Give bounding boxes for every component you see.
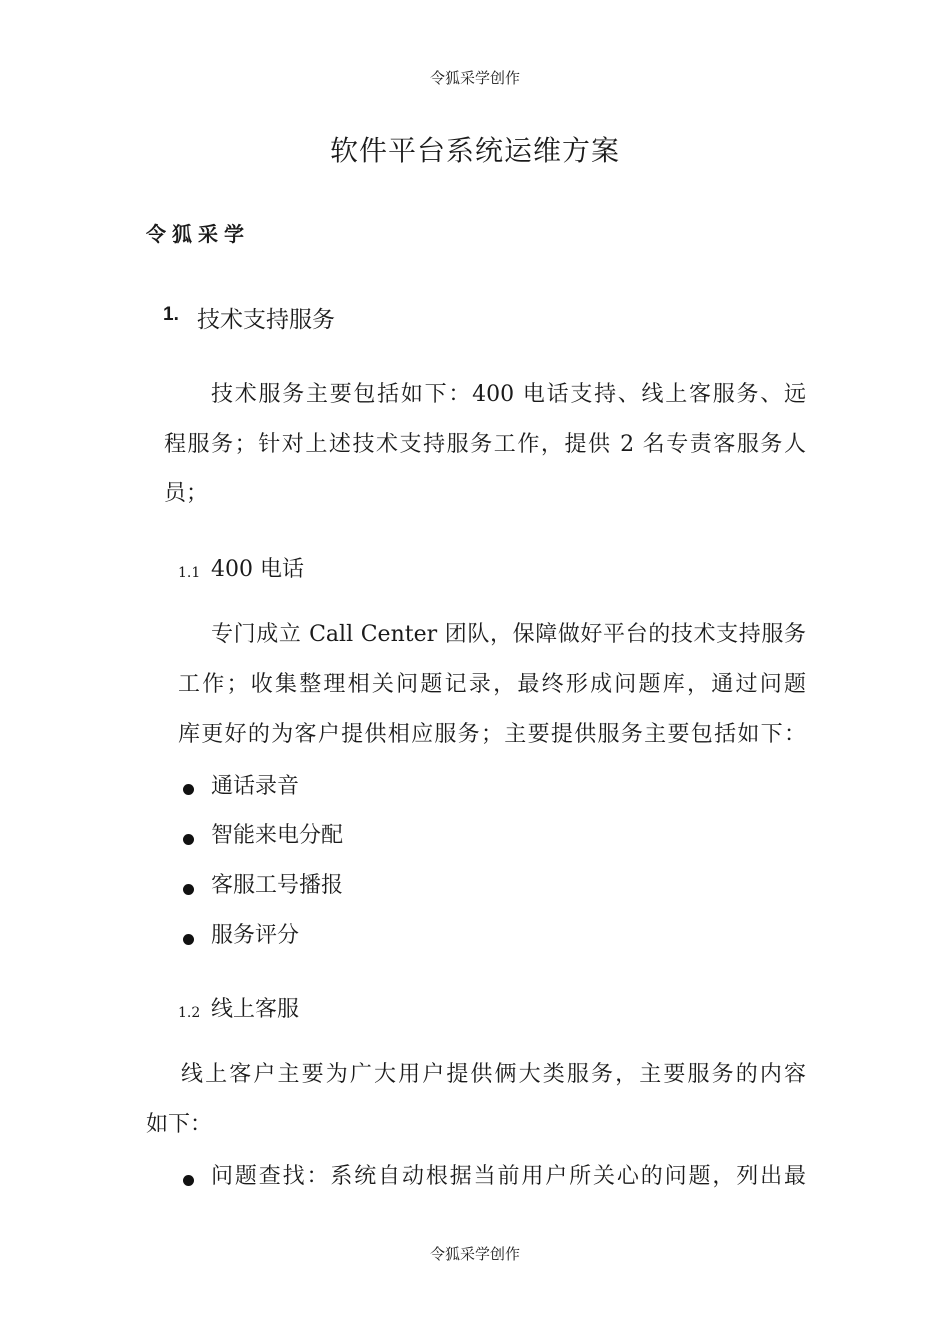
section-1-number: 1. <box>163 304 179 325</box>
section-1-paragraph-line-3: 员； <box>164 481 209 506</box>
section-1-paragraph-line-2: 程服务；针对上述技术支持服务工作，提供 2 名专责客服务人 <box>164 432 806 457</box>
bullet-item: 通话录音 <box>211 774 300 799</box>
bullet-icon <box>183 784 194 795</box>
section-1-1-heading: 400 电话 <box>211 557 304 582</box>
page-footer: 令狐采学创作 <box>429 1245 520 1263</box>
section-1-1-paragraph-line-3: 库更好的为客户提供相应服务；主要提供服务主要包括如下： <box>178 722 806 747</box>
section-1-paragraph-line-1: 技术服务主要包括如下：400 电话支持、线上客服务、远 <box>211 382 806 407</box>
section-1-2-paragraph-line-2: 如下： <box>146 1112 213 1137</box>
page-header: 令狐采学创作 <box>429 69 520 87</box>
bullet-item: 问题查找：系统自动根据当前用户所关心的问题，列出最 <box>211 1164 806 1189</box>
section-1-1-number: 1.1 <box>178 565 201 581</box>
document-title: 软件平台系统运维方案 <box>329 134 620 167</box>
bullet-icon <box>183 884 194 895</box>
bullet-icon <box>183 834 194 845</box>
bullet-icon <box>183 1175 194 1186</box>
section-1-2-paragraph-line-1: 线上客户主要为广大用户提供俩大类服务，主要服务的内容 <box>181 1062 806 1087</box>
bullet-item: 客服工号播报 <box>211 873 344 898</box>
bullet-icon <box>183 934 194 945</box>
section-1-1-paragraph-line-1: 专门成立 Call Center 团队，保障做好平台的技术支持服务 <box>211 622 806 647</box>
section-1-2-heading: 线上客服 <box>211 997 300 1022</box>
author-name: 令狐采学 <box>146 222 250 246</box>
section-1-2-number: 1.2 <box>178 1005 201 1021</box>
section-1-heading: 技术支持服务 <box>197 307 335 333</box>
bullet-item: 服务评分 <box>211 923 300 948</box>
section-1-1-paragraph-line-2: 工作；收集整理相关问题记录，最终形成问题库，通过问题 <box>178 672 806 697</box>
bullet-item: 智能来电分配 <box>211 823 344 848</box>
